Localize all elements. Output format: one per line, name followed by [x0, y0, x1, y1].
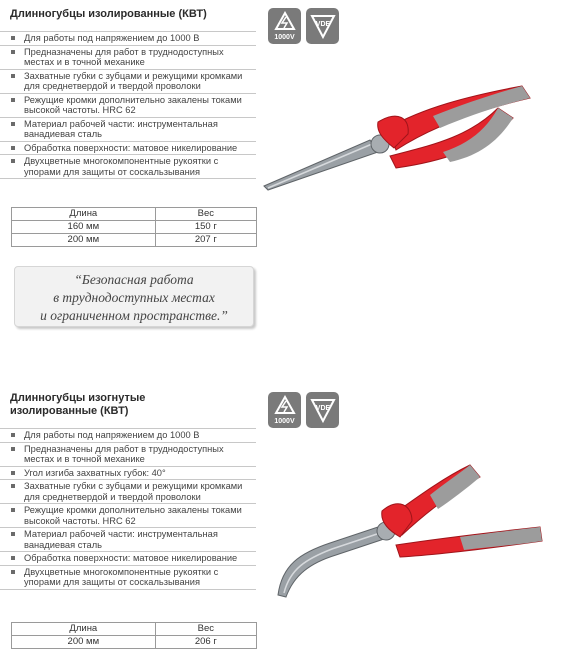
- table-header: Вес: [155, 208, 256, 221]
- bullet-icon: [11, 484, 15, 488]
- product-1-title: Длинногубцы изолированные (КВТ): [10, 8, 207, 20]
- vde-icon: [306, 8, 339, 44]
- quote-line-2: в труднодоступных местах: [53, 290, 215, 305]
- feature-item: Режущие кромки дополнительно закалены токами высокой частоты. HRC 62: [0, 503, 256, 527]
- table-header: Длина: [12, 208, 156, 221]
- quote-line-3: и ограниченном пространстве.”: [40, 308, 228, 323]
- bullet-icon: [11, 570, 15, 574]
- feature-item: Обработка поверхности: матовое никелирование: [0, 551, 256, 565]
- feature-item: Угол изгиба захватных губок: 40°: [0, 466, 256, 480]
- bullet-icon: [11, 74, 15, 78]
- table-row: 200 мм 207 г: [12, 234, 257, 247]
- feature-item: Захватные губки с зубцами и режущими кромками для среднетвердой и твердой проволоки: [0, 479, 256, 503]
- feature-item: Двухцветные многокомпонентные рукоятки с упорами для защиты от соскальзывания: [0, 565, 256, 590]
- bullet-icon: [11, 159, 15, 163]
- voltage-1000v-icon: 1000V: [268, 8, 301, 44]
- bullet-icon: [11, 508, 15, 512]
- product-1-features: [0, 31, 256, 179]
- voltage-1000v-icon: 1000V: [268, 392, 301, 428]
- feature-item: Для работы под напряжением до 1000 В: [0, 31, 256, 45]
- quote-line-1: “Безопасная работа: [74, 272, 194, 287]
- bullet-icon: [11, 471, 15, 475]
- bullet-icon: [11, 146, 15, 150]
- vde-icon: [306, 392, 339, 428]
- product-2-features: [0, 428, 256, 590]
- table-header: Вес: [155, 623, 256, 636]
- feature-item: Двухцветные многокомпонентные рукоятки с упорами для защиты от соскальзывания: [0, 154, 256, 179]
- feature-item: Захватные губки с зубцами и режущими кромками для среднетвердой и твердой проволоки: [0, 69, 256, 93]
- svg-text:VDE: VDE: [315, 405, 330, 412]
- table-row: 200 мм 206 г: [12, 636, 257, 649]
- bullet-icon: [11, 122, 15, 126]
- quote-box: [14, 266, 254, 327]
- feature-item: Для работы под напряжением до 1000 В: [0, 428, 256, 442]
- table-header: Длина: [12, 623, 156, 636]
- bullet-icon: [11, 556, 15, 560]
- bullet-icon: [11, 433, 15, 437]
- bullet-icon: [11, 50, 15, 54]
- feature-item: Материал рабочей части: инструментальная ванадиевая сталь: [0, 117, 256, 141]
- product-1-spec-table: [11, 207, 257, 247]
- bullet-icon: [11, 98, 15, 102]
- bullet-icon: [11, 36, 15, 40]
- table-row: 160 мм 150 г: [12, 221, 257, 234]
- bullet-icon: [11, 532, 15, 536]
- pliers-image: [258, 58, 558, 198]
- product-2-title: Длинногубцы изогнутые изолированные (КВТ): [10, 392, 146, 417]
- product-2-spec-table: [11, 622, 257, 649]
- feature-item: Обработка поверхности: матовое никелирование: [0, 141, 256, 155]
- svg-text:VDE: VDE: [315, 21, 330, 28]
- feature-item: Предназначены для работ в труднодоступных местах и в точной механике: [0, 45, 256, 69]
- feature-item: Предназначены для работ в труднодоступных местах и в точной механике: [0, 442, 256, 466]
- feature-item: Режущие кромки дополнительно закалены токами высокой частоты. HRC 62: [0, 93, 256, 117]
- bent-pliers-image: [270, 455, 555, 605]
- feature-item: Материал рабочей части: инструментальная ванадиевая сталь: [0, 527, 256, 551]
- bullet-icon: [11, 447, 15, 451]
